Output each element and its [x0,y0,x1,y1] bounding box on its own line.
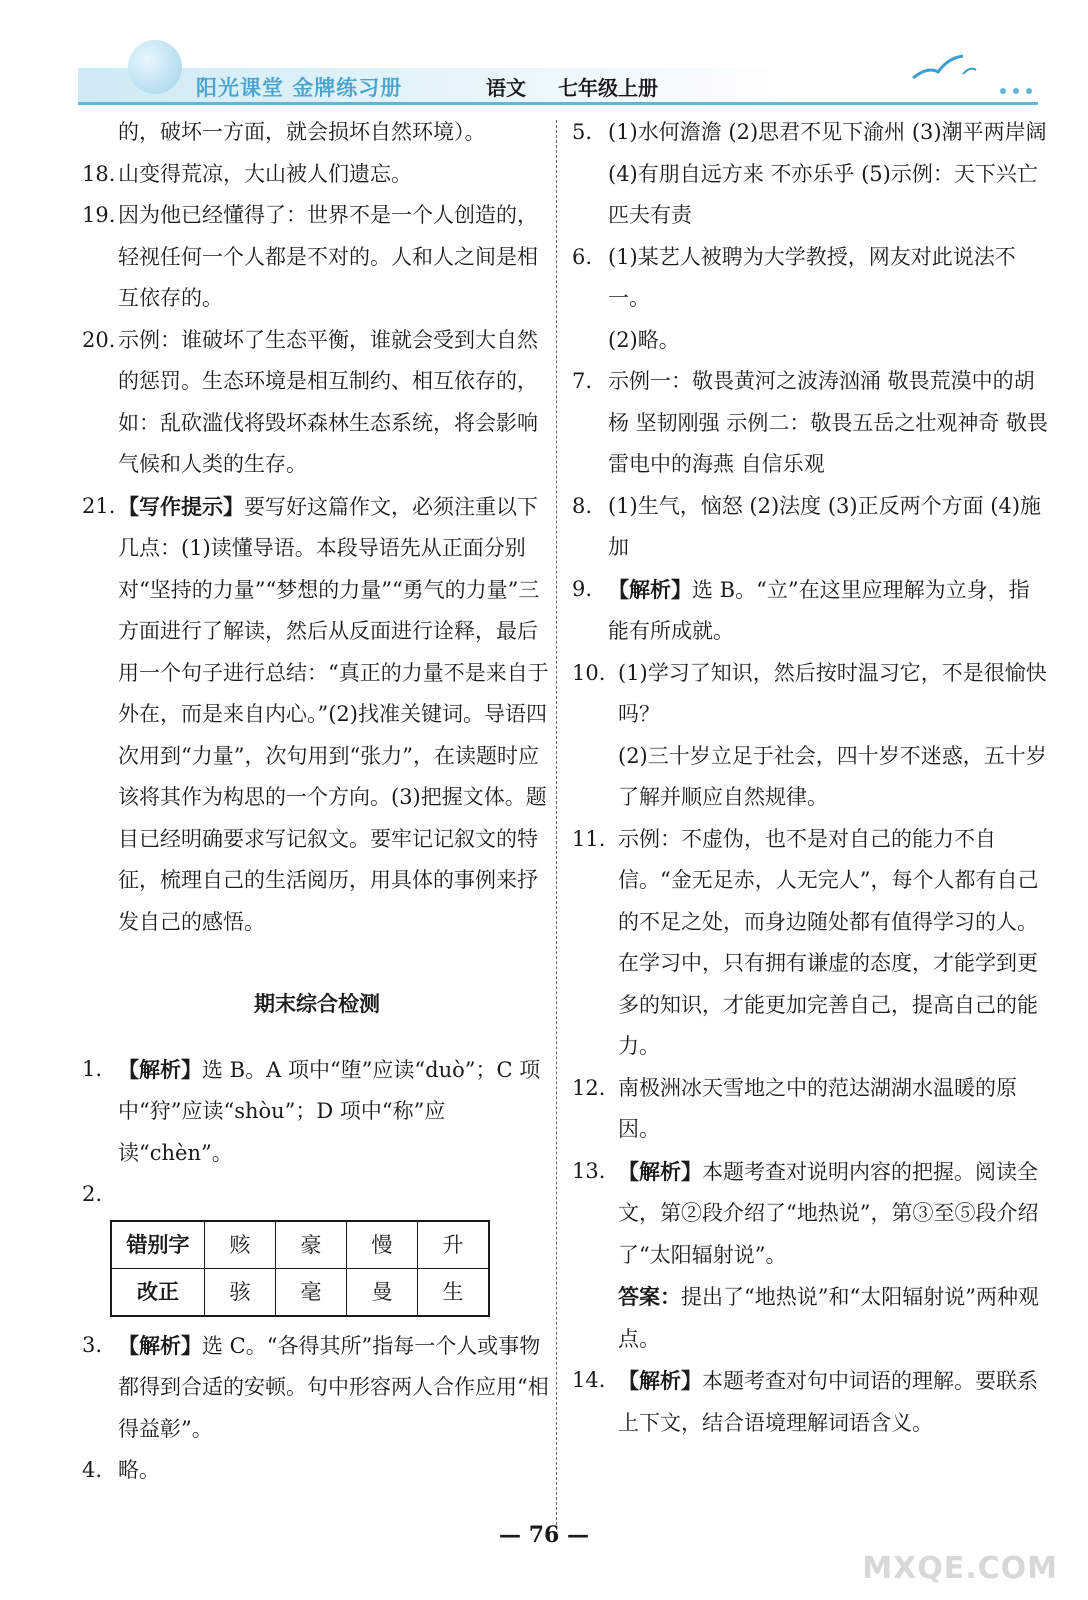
right-column [572,112,1050,1444]
answer-text: 本题考查对说明内容的把握。阅读全文，第②段介绍了“地热说”，第③至⑤段介绍了“太阳辐射说”。 [618,1159,1039,1267]
answer-number: 2. [82,1182,103,1206]
birds-icon [908,48,998,88]
answer-text: 示例：不虚伪，也不是对自己的能力不自信。“金无足赤，人无完人”，每个人都有自己的不足之处，而身边随处都有值得学习的人。在学习中，只有拥有谦虚的态度，才能学到更多的知识，才能更加完善自己，提高自己的能力。 [618,826,1039,1058]
answer-text: (1)水何澹澹 (2)思君不见下渝州 (3)潮平两岸阔 (4)有朋自远方来 不亦乐乎 (5)示例：天下兴亡 匹夫有责 [608,120,1047,227]
answer-21 [82,486,552,944]
answer-5 [572,112,1050,237]
answer-7 [572,361,1050,486]
answer-text: 示例：谁破坏了生态平衡，谁就会受到大自然的惩罚。生态环境是相互制约、相互依存的，如：乱砍滥伐将毁坏森林生态系统，将会影响气候和人类的生存。 [118,327,538,476]
answer-text: 选 B。“立”在这里应理解为立身，指能有所成就。 [608,577,1030,643]
table-header-cell: 错别字 [111,1221,205,1269]
writing-tip-tag: 【写作提示】 [118,493,244,519]
subject-label: 语文 [486,76,526,100]
final-answer [618,1276,1050,1360]
answer-number: 7. [572,369,593,393]
answer-4 [82,1450,552,1492]
answer-text: (1)某艺人被聘为大学教授，网友对此说法不一。 [608,244,1016,310]
page-number: — 76 — [499,1522,589,1548]
answer-tag: 答案： [618,1284,681,1309]
table-cell: 升 [418,1221,490,1269]
answer-11 [572,819,1050,1068]
table-row [111,1268,489,1316]
analysis-tag: 【解析】 [118,1332,202,1358]
answer-14 [572,1360,1050,1444]
globe-icon [128,40,182,94]
answer-20 [82,320,552,486]
answer-12 [572,1068,1050,1151]
answer-number: 8. [572,493,593,518]
answer-18 [82,154,552,196]
answer-number: 3. [82,1332,103,1357]
table-row [111,1221,489,1269]
table-cell: 曼 [347,1268,418,1316]
answer-number: 1. [82,1056,103,1081]
final-answer-text: 提出了“地热说”和“太阳辐射说”两种观点。 [618,1285,1039,1351]
decorative-dots-icon [998,86,1038,96]
answer-8 [572,486,1050,569]
answer-number: 20. [82,327,116,352]
analysis-tag: 【解析】 [618,1368,702,1393]
table-cell: 骇 [205,1268,276,1316]
table-cell: 赅 [205,1221,276,1269]
answer-text: 选 B。A 项中“堕”应读“duò”；C 项中“狩”应读“shòu”；D 项中“称”应读“chèn”。 [118,1057,541,1165]
correction-table [110,1220,490,1317]
section-title: 期末综合检测 [254,991,380,1016]
answer-number: 9. [572,576,593,601]
table-header-cell: 改正 [111,1268,205,1316]
answer-number: 5. [572,120,593,144]
answer-number: 12. [572,1075,606,1100]
analysis-tag: 【解析】 [608,576,692,602]
answer-1 [82,1049,552,1175]
answer-2 [82,1174,552,1216]
answer-9 [572,569,1050,653]
answer-text: 南极洲冰天雪地之中的范达湖湖水温暖的原因。 [618,1075,1017,1141]
answer-text: 略。 [118,1458,160,1482]
page-header [78,40,1038,110]
table-cell: 生 [418,1268,490,1316]
answer-19 [82,195,552,320]
answer-10 [572,653,1050,819]
answer-text: 因为他已经懂得了：世界不是一个人创造的，轻视任何一个人都是不对的。人和人之间是相互依存的。 [118,203,538,310]
answer-3 [82,1325,552,1451]
answer-text: 山变得荒凉，大山被人们遗忘。 [118,161,412,186]
answer-number: 18. [82,161,116,186]
answer-number: 21. [82,493,116,518]
answer-number: 19. [82,203,116,227]
answer-text: 选 C。“各得其所”指每一个人或事物都得到合适的安顿。句中形容两人合作应用“相得益彰”。 [118,1333,549,1441]
table-cell: 慢 [347,1221,418,1269]
site-watermark: MXQE.COM [862,1551,1058,1586]
answer-13 [572,1151,1050,1361]
answer-number: 14. [572,1368,606,1392]
answer-text: 要写好这篇作文，必须注重以下几点：(1)读懂导语。本段导语先从正面分别对“坚持的力量”“梦想的力量”“勇气的力量”三方面进行了解读，然后从反面进行诠释，最后用一个句子进行总结：“真正的力量不是来自于外在，而是来自内心。”(2)找准关键词。导语四次用到“力量”，次句用到“张力”，在读题时应该将其作为构思的一个方向。(3)把握文体。题目已经明确要求写记叙文。要牢记记叙文的特征，梳理自己的生活阅历，用具体的事例来抒发自己的感悟。 [118,494,549,934]
grade-label: 七年级上册 [558,76,658,100]
answer-text: 示例一：敬畏黄河之波涛汹涌 敬畏荒漠中的胡杨 坚韧刚强 示例二：敬畏五岳之壮观神奇 敬畏雷电中的海燕 自信乐观 [608,369,1049,476]
answer-number: 4. [82,1458,103,1482]
analysis-tag: 【解析】 [618,1158,702,1184]
column-divider [556,120,557,1540]
answer-subpart: (2)略。 [608,327,680,352]
answer-subpart: (2)三十岁立足于社会，四十岁不迷惑，五十岁了解并顺应自然规律。 [618,743,1047,809]
analysis-tag: 【解析】 [118,1056,202,1082]
answer-text: 本题考查对句中词语的理解。要联系上下文，结合语境理解词语含义。 [618,1369,1038,1435]
continued-text: 的，破坏一方面，就会损坏自然环境）。 [118,120,486,144]
answer-text: (1)学习了知识，然后按时温习它，不是很愉快吗？ [618,660,1047,726]
answer-number: 6. [572,244,593,269]
answer-number: 10. [572,660,606,685]
left-column [82,112,552,1492]
table-cell: 豪 [276,1221,347,1269]
answer-text: (1)生气，恼怒 (2)法度 (3)正反两个方面 (4)施加 [608,493,1042,559]
answer-number: 13. [572,1158,606,1183]
answer-6 [572,237,1050,362]
book-brand: 阳光课堂 金牌练习册 [196,76,403,100]
table-cell: 毫 [276,1268,347,1316]
answer-number: 11. [572,826,606,851]
